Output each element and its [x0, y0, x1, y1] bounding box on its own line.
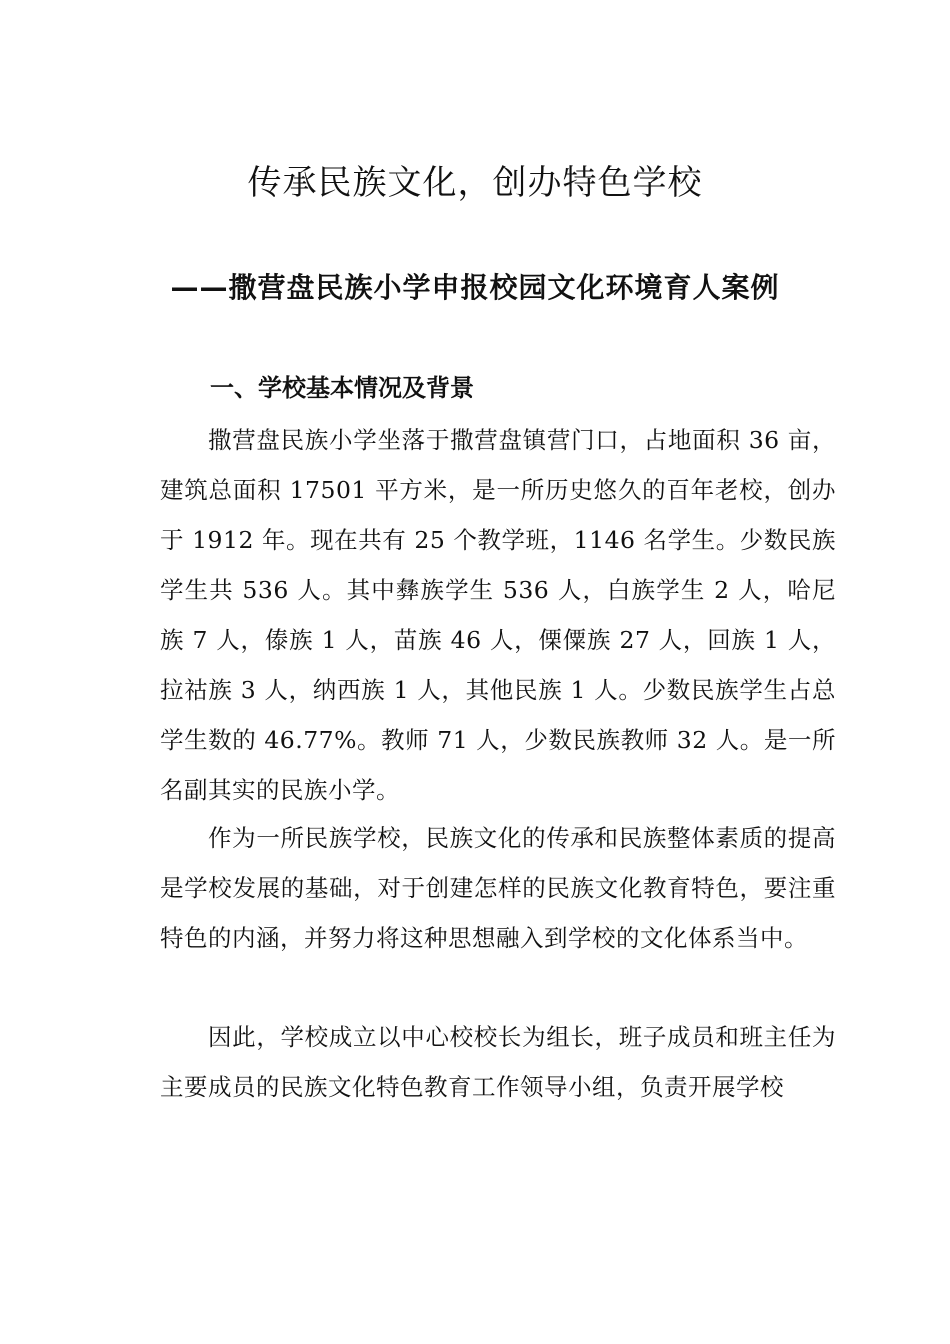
body-paragraph: 撒营盘民族小学坐落于撒营盘镇营门口，占地面积 36 亩，建筑总面积 17501 平方米，是一所历史悠久的百年老校，创办于 1912 年。现在共有 25 个教学班，1146 名学生。少数民族学生共 536 人。其中彝族学生 536 人，白族学生 2 人，哈尼族 7 人，傣族 1 人，苗族 46 人，傈僳族 27 人，回族 1 人，拉祜族 3 人，纳西族 1 人，其他民族 1 人。少数民族学生占总学生数的 46.77%。教师 71 人，少数民族教师 32 人。是一所名副其实的民族小学。: [160, 426, 836, 804]
body-paragraph: 因此，学校成立以中心校校长为组长，班子成员和班主任为主要成员的民族文化特色教育工作领导小组，负责开展学校: [160, 1023, 836, 1101]
document-title: 传承民族文化，创办特色学校: [247, 163, 703, 203]
body-paragraph: 作为一所民族学校，民族文化的传承和民族整体素质的提高是学校发展的基础，对于创建怎样的民族文化教育特色，要注重特色的内涵，并努力将这种思想融入到学校的文化体系当中。: [160, 824, 836, 952]
document-subtitle: ——撒营盘民族小学申报校园文化环境育人案例: [170, 271, 780, 304]
section-heading: 一、学校基本情况及背景: [210, 374, 474, 402]
